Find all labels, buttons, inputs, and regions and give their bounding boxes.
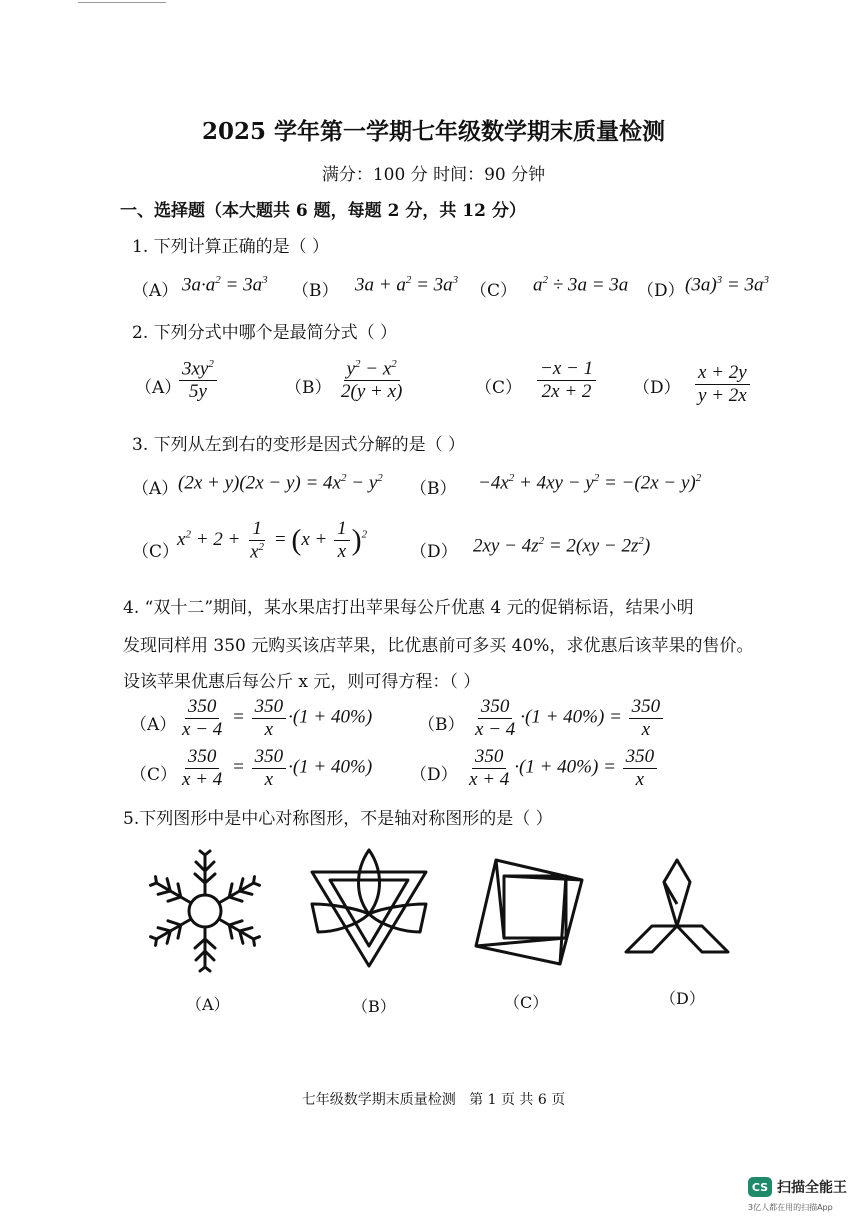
q3-option-a-formula: $(2x + y)(2x - y) = 4x^2 - y^2$ [178, 472, 383, 494]
q2-option-c-label: （C） [475, 378, 523, 398]
figure-a-label: （A） [186, 995, 230, 1014]
q2-option-b-formula: $\frac{y^2 - x^2}{2(y + x)}$ [341, 358, 403, 403]
q2-option-a-formula: $\frac{3xy^2}{5y}$ [177, 358, 219, 403]
q4-option-b-formula: $\frac{350}{x - 4}$ ·(1 + 40%) = $\frac{350}{x}$ [470, 696, 665, 741]
q4-option-d-label: （D） [410, 765, 458, 785]
q2-option-c-formula: $\frac{-x - 1}{2x + 2}$ [535, 358, 598, 403]
q3-option-d-formula: $2xy - 4z^2 = 2(xy - 2z^2)$ [473, 535, 651, 557]
question-4-line-3: 设该苹果优惠后每公斤 x 元，则可得方程：（ ） [123, 672, 481, 692]
figure-d-three-diamonds [622, 856, 732, 956]
q1-option-a-formula: $3a\cdot a^2 = 3a^3$ [182, 274, 268, 296]
q1-option-c-formula: $a^2 \div 3a = 3a$ [533, 274, 629, 296]
q1-option-d-formula: $(3a)^3 = 3a^3$ [685, 274, 769, 296]
watermark-tagline: 3亿人都在用的扫描App [748, 1203, 833, 1212]
q3-option-b-formula: $-4x^2 + 4xy - y^2 = -(2x - y)^2$ [478, 472, 702, 494]
q4-option-c-formula: $\frac{350}{x + 4}$ = $\frac{350}{x}$ ·(1 + 40%) [182, 746, 373, 790]
q2-option-d-label: （D） [633, 378, 681, 398]
figure-c-pinwheel-square [472, 856, 588, 968]
figure-c-label: （C） [504, 993, 549, 1012]
q4-option-a-formula: $\frac{350}{x - 4}$ = $\frac{350}{x}$ ·(1 + 40%) [182, 696, 373, 740]
q4-option-b-label: （B） [418, 715, 465, 735]
q2-option-a-label: （A） [135, 378, 182, 398]
question-4-line-2: 发现同样用 350 元购买该店苹果，比优惠前可多买 40%，求优惠后该苹果的售价。 [123, 636, 754, 656]
q3-option-a-label: （A） [132, 479, 179, 499]
scanner-watermark [748, 1177, 847, 1197]
q3-option-c-label: （C） [132, 542, 180, 562]
q4-option-d-formula: $\frac{350}{x + 4}$ ·(1 + 40%) = $\frac{350}{x}$ [464, 746, 659, 791]
q4-option-c-label: （C） [130, 765, 178, 785]
q1-option-a-label: （A） [132, 281, 179, 301]
question-3-stem: 3. 下列从左到右的变形是因式分解的是（ ） [132, 435, 466, 455]
q2-option-b-label: （B） [285, 378, 332, 398]
q1-option-b-formula: $3a + a^2 = 3a^3$ [355, 274, 459, 296]
figure-a-snowflake [142, 848, 268, 974]
figure-b-label: （B） [352, 997, 396, 1016]
scan-edge-line [78, 2, 166, 3]
camscanner-logo-icon: CS [748, 1177, 772, 1197]
q3-option-b-label: （B） [410, 479, 457, 499]
section-heading: 一、选择题（本大题共 6 题，每题 2 分，共 12 分） [120, 201, 526, 221]
q4-option-a-label: （A） [130, 715, 177, 735]
question-2-stem: 2. 下列分式中哪个是最简分式（ ） [132, 323, 398, 343]
page-footer: 七年级数学期末质量检测 第 1 页 共 6 页 [301, 1092, 566, 1108]
q3-option-c-formula: $x^2 + 2$ + $\frac{1}{x^2}$ = (x + $\frac{1}{x}$ )$^2$ [177, 518, 368, 563]
question-1-stem: 1. 下列计算正确的是（ ） [132, 237, 330, 257]
q1-option-b-label: （B） [292, 281, 339, 301]
q1-option-d-label: （D） [637, 281, 685, 301]
page-subtitle: 满分：100 分 时间：90 分钟 [321, 165, 546, 185]
question-4-line-1: 4. “双十二”期间，某水果店打出苹果每公斤优惠 4 元的促销标语，结果小明 [123, 598, 694, 618]
q3-option-d-label: （D） [410, 542, 458, 562]
figure-d-label: （D） [660, 989, 705, 1008]
q2-option-d-formula: $\frac{x + 2y}{y + 2x}$ [693, 362, 752, 407]
watermark-brand: 扫描全能王 [777, 1180, 847, 1196]
page-title: 2025 学年第一学期七年级数学期末质量检测 [201, 118, 666, 145]
q1-option-c-label: （C） [470, 281, 518, 301]
question-5-stem: 5.下列图形中是中心对称图形，不是轴对称图形的是（ ） [123, 809, 553, 829]
figure-b-triangle-leaves [308, 846, 430, 970]
